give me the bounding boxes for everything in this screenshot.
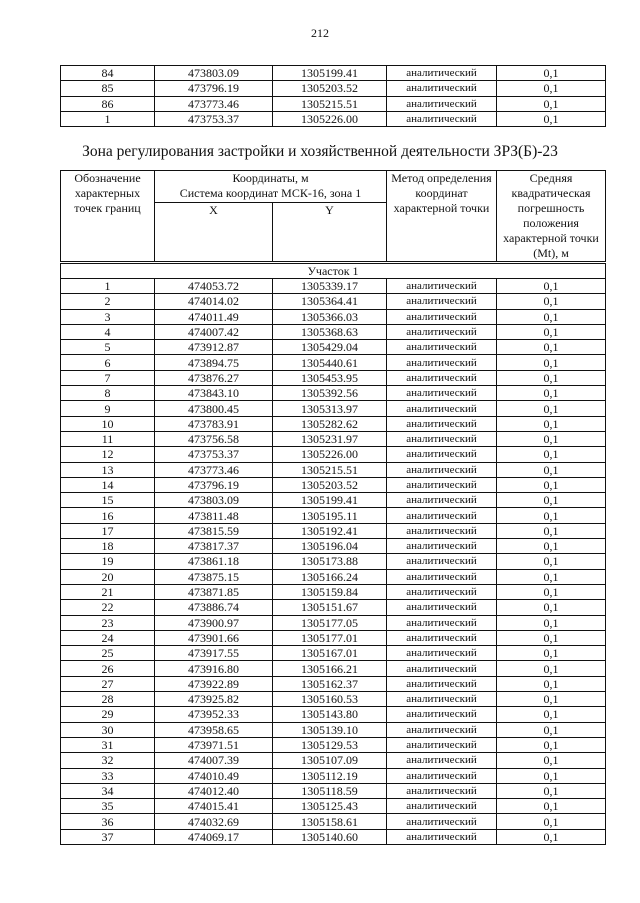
table-row	[61, 584, 606, 599]
coord-x-cell: 474053.72	[155, 279, 273, 294]
point-number-cell: 22	[61, 600, 155, 615]
coord-x-cell: 473783.91	[155, 416, 273, 431]
coord-y-cell: 1305166.24	[273, 569, 387, 584]
point-number-cell: 36	[61, 814, 155, 829]
method-cell: аналитический	[387, 340, 497, 355]
point-number-cell: 8	[61, 386, 155, 401]
table-row	[61, 477, 606, 492]
point-number-cell: 5	[61, 340, 155, 355]
error-cell: 0,1	[497, 539, 606, 554]
table-row	[61, 96, 606, 111]
point-number-cell: 6	[61, 355, 155, 370]
method-cell: аналитический	[387, 294, 497, 309]
header-coordinate-system: Система координат МСК-16, зона 1	[179, 186, 362, 200]
method-cell: аналитический	[387, 569, 497, 584]
coord-y-cell: 1305140.60	[273, 829, 387, 844]
coord-x-cell: 474010.49	[155, 768, 273, 783]
coord-x-cell: 474011.49	[155, 309, 273, 324]
method-cell: аналитический	[387, 783, 497, 798]
coord-x-cell: 473922.89	[155, 676, 273, 691]
error-cell: 0,1	[497, 615, 606, 630]
table-row	[61, 279, 606, 294]
error-cell: 0,1	[497, 753, 606, 768]
table-row	[61, 447, 606, 462]
coord-x-cell: 473871.85	[155, 584, 273, 599]
point-number-cell: 10	[61, 416, 155, 431]
method-cell: аналитический	[387, 753, 497, 768]
point-number-cell: 18	[61, 539, 155, 554]
point-number-cell: 7	[61, 370, 155, 385]
coord-x-cell: 473803.09	[155, 493, 273, 508]
header-y: Y	[273, 203, 387, 263]
error-cell: 0,1	[497, 370, 606, 385]
coord-x-cell: 473971.51	[155, 737, 273, 752]
table-row	[61, 692, 606, 707]
coord-y-cell: 1305159.84	[273, 584, 387, 599]
point-number-cell: 31	[61, 737, 155, 752]
coord-y-cell: 1305429.04	[273, 340, 387, 355]
coord-y-cell: 1305203.52	[273, 477, 387, 492]
table-row	[61, 707, 606, 722]
table-row	[61, 462, 606, 477]
coord-y-cell: 1305231.97	[273, 431, 387, 446]
method-cell: аналитический	[387, 814, 497, 829]
coord-x-cell: 473815.59	[155, 523, 273, 538]
method-cell: аналитический	[387, 584, 497, 599]
table-row	[61, 309, 606, 324]
coord-y-cell: 1305313.97	[273, 401, 387, 416]
point-number-cell: 28	[61, 692, 155, 707]
coord-y-cell: 1305364.41	[273, 294, 387, 309]
error-cell: 0,1	[497, 324, 606, 339]
coord-y-cell: 1305166.21	[273, 661, 387, 676]
error-cell: 0,1	[497, 431, 606, 446]
coordinates-table-body	[61, 263, 606, 845]
method-cell: аналитический	[387, 707, 497, 722]
table-row	[61, 66, 606, 81]
error-cell: 0,1	[497, 309, 606, 324]
coord-x-cell: 473800.45	[155, 401, 273, 416]
table-row	[61, 493, 606, 508]
point-number-cell: 12	[61, 447, 155, 462]
coord-y-cell: 1305215.51	[273, 462, 387, 477]
point-number-cell: 1	[61, 279, 155, 294]
coord-x-cell: 473886.74	[155, 600, 273, 615]
point-number-cell: 25	[61, 646, 155, 661]
error-cell: 0,1	[497, 554, 606, 569]
method-cell: аналитический	[387, 81, 497, 96]
header-error: Средняя квадратическая погрешность положения характерной точки (Mt), м	[497, 171, 606, 263]
method-cell: аналитический	[387, 722, 497, 737]
error-cell: 0,1	[497, 447, 606, 462]
error-cell: 0,1	[497, 829, 606, 844]
error-cell: 0,1	[497, 676, 606, 691]
point-number-cell: 9	[61, 401, 155, 416]
coord-y-cell: 1305368.63	[273, 324, 387, 339]
point-number-cell: 2	[61, 294, 155, 309]
coord-y-cell: 1305162.37	[273, 676, 387, 691]
method-cell: аналитический	[387, 370, 497, 385]
error-cell: 0,1	[497, 600, 606, 615]
coord-x-cell: 473753.37	[155, 447, 273, 462]
method-cell: аналитический	[387, 431, 497, 446]
method-cell: аналитический	[387, 799, 497, 814]
table-row	[61, 783, 606, 798]
point-number-cell: 33	[61, 768, 155, 783]
error-cell: 0,1	[497, 584, 606, 599]
header-point-designation: Обозначение характерных точек границ	[61, 171, 155, 263]
error-cell: 0,1	[497, 401, 606, 416]
error-cell: 0,1	[497, 477, 606, 492]
coord-y-cell: 1305118.59	[273, 783, 387, 798]
coord-y-cell: 1305177.01	[273, 630, 387, 645]
table-row	[61, 737, 606, 752]
point-number-cell: 1	[61, 111, 155, 126]
coord-y-cell: 1305226.00	[273, 447, 387, 462]
point-number-cell: 26	[61, 661, 155, 676]
page-number: 212	[311, 26, 329, 40]
error-cell: 0,1	[497, 630, 606, 645]
table-row	[61, 676, 606, 691]
point-number-cell: 85	[61, 81, 155, 96]
method-cell: аналитический	[387, 737, 497, 752]
coord-x-cell: 473952.33	[155, 707, 273, 722]
point-number-cell: 34	[61, 783, 155, 798]
method-cell: аналитический	[387, 661, 497, 676]
coord-x-cell: 473773.46	[155, 462, 273, 477]
coord-x-cell: 474069.17	[155, 829, 273, 844]
method-cell: аналитический	[387, 676, 497, 691]
header-x: X	[155, 203, 273, 263]
coord-x-cell: 473917.55	[155, 646, 273, 661]
method-cell: аналитический	[387, 692, 497, 707]
coord-x-cell: 473803.09	[155, 66, 273, 81]
coord-y-cell: 1305392.56	[273, 386, 387, 401]
coord-y-cell: 1305203.52	[273, 81, 387, 96]
method-cell: аналитический	[387, 646, 497, 661]
table-row	[61, 386, 606, 401]
method-cell: аналитический	[387, 309, 497, 324]
table-row	[61, 829, 606, 844]
table-row	[61, 508, 606, 523]
point-number-cell: 15	[61, 493, 155, 508]
coord-x-cell: 473901.66	[155, 630, 273, 645]
method-cell: аналитический	[387, 462, 497, 477]
table-row	[61, 600, 606, 615]
coord-y-cell: 1305125.43	[273, 799, 387, 814]
error-cell: 0,1	[497, 569, 606, 584]
error-cell: 0,1	[497, 340, 606, 355]
point-number-cell: 32	[61, 753, 155, 768]
error-cell: 0,1	[497, 799, 606, 814]
coord-x-cell: 473843.10	[155, 386, 273, 401]
coord-x-cell: 474007.42	[155, 324, 273, 339]
point-number-cell: 24	[61, 630, 155, 645]
table-row	[61, 799, 606, 814]
coord-x-cell: 473912.87	[155, 340, 273, 355]
continuation-table	[60, 65, 606, 127]
method-cell: аналитический	[387, 447, 497, 462]
table-row	[61, 646, 606, 661]
method-cell: аналитический	[387, 355, 497, 370]
coord-y-cell: 1305192.41	[273, 523, 387, 538]
table-row	[61, 111, 606, 126]
method-cell: аналитический	[387, 493, 497, 508]
coord-x-cell: 473875.15	[155, 569, 273, 584]
coord-y-cell: 1305167.01	[273, 646, 387, 661]
coord-x-cell: 473811.48	[155, 508, 273, 523]
header-coordinates	[155, 171, 387, 203]
point-number-cell: 37	[61, 829, 155, 844]
coord-y-cell: 1305177.05	[273, 615, 387, 630]
table-row	[61, 324, 606, 339]
section-row	[61, 263, 606, 279]
error-cell: 0,1	[497, 294, 606, 309]
table-row	[61, 81, 606, 96]
coord-y-cell: 1305453.95	[273, 370, 387, 385]
coord-y-cell: 1305151.67	[273, 600, 387, 615]
table-row	[61, 630, 606, 645]
coord-y-cell: 1305366.03	[273, 309, 387, 324]
zone-title: Зона регулирования застройки и хозяйственной деятельности ЗРЗ(Б)-23	[82, 143, 558, 160]
coord-y-cell: 1305339.17	[273, 279, 387, 294]
error-cell: 0,1	[497, 737, 606, 752]
error-cell: 0,1	[497, 523, 606, 538]
coord-x-cell: 473817.37	[155, 539, 273, 554]
coord-y-cell: 1305282.62	[273, 416, 387, 431]
error-cell: 0,1	[497, 707, 606, 722]
method-cell: аналитический	[387, 508, 497, 523]
table-row	[61, 569, 606, 584]
error-cell: 0,1	[497, 66, 606, 81]
table-row	[61, 401, 606, 416]
point-number-cell: 35	[61, 799, 155, 814]
coord-x-cell: 473894.75	[155, 355, 273, 370]
point-number-cell: 84	[61, 66, 155, 81]
error-cell: 0,1	[497, 661, 606, 676]
coord-x-cell: 474015.41	[155, 799, 273, 814]
coord-y-cell: 1305129.53	[273, 737, 387, 752]
method-cell: аналитический	[387, 324, 497, 339]
table-row	[61, 661, 606, 676]
coord-y-cell: 1305143.80	[273, 707, 387, 722]
table-row	[61, 340, 606, 355]
error-cell: 0,1	[497, 646, 606, 661]
error-cell: 0,1	[497, 692, 606, 707]
point-number-cell: 19	[61, 554, 155, 569]
point-number-cell: 30	[61, 722, 155, 737]
table-row	[61, 615, 606, 630]
coord-y-cell: 1305196.04	[273, 539, 387, 554]
error-cell: 0,1	[497, 722, 606, 737]
error-cell: 0,1	[497, 508, 606, 523]
method-cell: аналитический	[387, 600, 497, 615]
coord-x-cell: 474032.69	[155, 814, 273, 829]
error-cell: 0,1	[497, 768, 606, 783]
coord-x-cell: 473900.97	[155, 615, 273, 630]
table-row	[61, 523, 606, 538]
point-number-cell: 16	[61, 508, 155, 523]
table-row	[61, 294, 606, 309]
method-cell: аналитический	[387, 539, 497, 554]
table-row	[61, 722, 606, 737]
coord-y-cell: 1305173.88	[273, 554, 387, 569]
coord-y-cell: 1305215.51	[273, 96, 387, 111]
point-number-cell: 14	[61, 477, 155, 492]
coord-y-cell: 1305199.41	[273, 66, 387, 81]
coord-y-cell: 1305139.10	[273, 722, 387, 737]
continuation-table-body	[61, 66, 606, 127]
method-cell: аналитический	[387, 96, 497, 111]
point-number-cell: 17	[61, 523, 155, 538]
method-cell: аналитический	[387, 554, 497, 569]
error-cell: 0,1	[497, 462, 606, 477]
coord-y-cell: 1305195.11	[273, 508, 387, 523]
point-number-cell: 27	[61, 676, 155, 691]
coord-y-cell: 1305440.61	[273, 355, 387, 370]
table-row	[61, 416, 606, 431]
table-row	[61, 355, 606, 370]
coordinates-table	[60, 170, 606, 845]
method-cell: аналитический	[387, 630, 497, 645]
coord-y-cell: 1305107.09	[273, 753, 387, 768]
error-cell: 0,1	[497, 96, 606, 111]
error-cell: 0,1	[497, 355, 606, 370]
table-row	[61, 768, 606, 783]
method-cell: аналитический	[387, 768, 497, 783]
method-cell: аналитический	[387, 477, 497, 492]
table-row	[61, 753, 606, 768]
header-coordinates-title: Координаты, м	[232, 171, 309, 185]
error-cell: 0,1	[497, 81, 606, 96]
method-cell: аналитический	[387, 829, 497, 844]
coord-x-cell: 473756.58	[155, 431, 273, 446]
error-cell: 0,1	[497, 386, 606, 401]
coord-x-cell: 474014.02	[155, 294, 273, 309]
coord-x-cell: 473958.65	[155, 722, 273, 737]
point-number-cell: 23	[61, 615, 155, 630]
coord-x-cell: 473925.82	[155, 692, 273, 707]
coord-x-cell: 473916.80	[155, 661, 273, 676]
coord-x-cell: 474012.40	[155, 783, 273, 798]
coord-y-cell: 1305160.53	[273, 692, 387, 707]
coord-y-cell: 1305199.41	[273, 493, 387, 508]
table-row	[61, 539, 606, 554]
table-row	[61, 814, 606, 829]
table-row	[61, 370, 606, 385]
point-number-cell: 21	[61, 584, 155, 599]
error-cell: 0,1	[497, 279, 606, 294]
section-label: Участок 1	[61, 263, 606, 279]
method-cell: аналитический	[387, 523, 497, 538]
coord-x-cell: 473796.19	[155, 477, 273, 492]
coord-x-cell: 474007.39	[155, 753, 273, 768]
coord-x-cell: 473796.19	[155, 81, 273, 96]
method-cell: аналитический	[387, 386, 497, 401]
point-number-cell: 86	[61, 96, 155, 111]
coord-x-cell: 473753.37	[155, 111, 273, 126]
point-number-cell: 11	[61, 431, 155, 446]
coord-x-cell: 473773.46	[155, 96, 273, 111]
error-cell: 0,1	[497, 783, 606, 798]
point-number-cell: 3	[61, 309, 155, 324]
coord-y-cell: 1305112.19	[273, 768, 387, 783]
header-method: Метод определения координат характерной точки	[387, 171, 497, 263]
point-number-cell: 13	[61, 462, 155, 477]
method-cell: аналитический	[387, 111, 497, 126]
coord-y-cell: 1305226.00	[273, 111, 387, 126]
method-cell: аналитический	[387, 401, 497, 416]
method-cell: аналитический	[387, 279, 497, 294]
table-row	[61, 431, 606, 446]
method-cell: аналитический	[387, 66, 497, 81]
method-cell: аналитический	[387, 615, 497, 630]
table-header	[61, 171, 606, 263]
point-number-cell: 4	[61, 324, 155, 339]
table-row	[61, 554, 606, 569]
coord-x-cell: 473861.18	[155, 554, 273, 569]
error-cell: 0,1	[497, 111, 606, 126]
error-cell: 0,1	[497, 493, 606, 508]
method-cell: аналитический	[387, 416, 497, 431]
point-number-cell: 29	[61, 707, 155, 722]
coord-x-cell: 473876.27	[155, 370, 273, 385]
coord-y-cell: 1305158.61	[273, 814, 387, 829]
error-cell: 0,1	[497, 814, 606, 829]
error-cell: 0,1	[497, 416, 606, 431]
point-number-cell: 20	[61, 569, 155, 584]
